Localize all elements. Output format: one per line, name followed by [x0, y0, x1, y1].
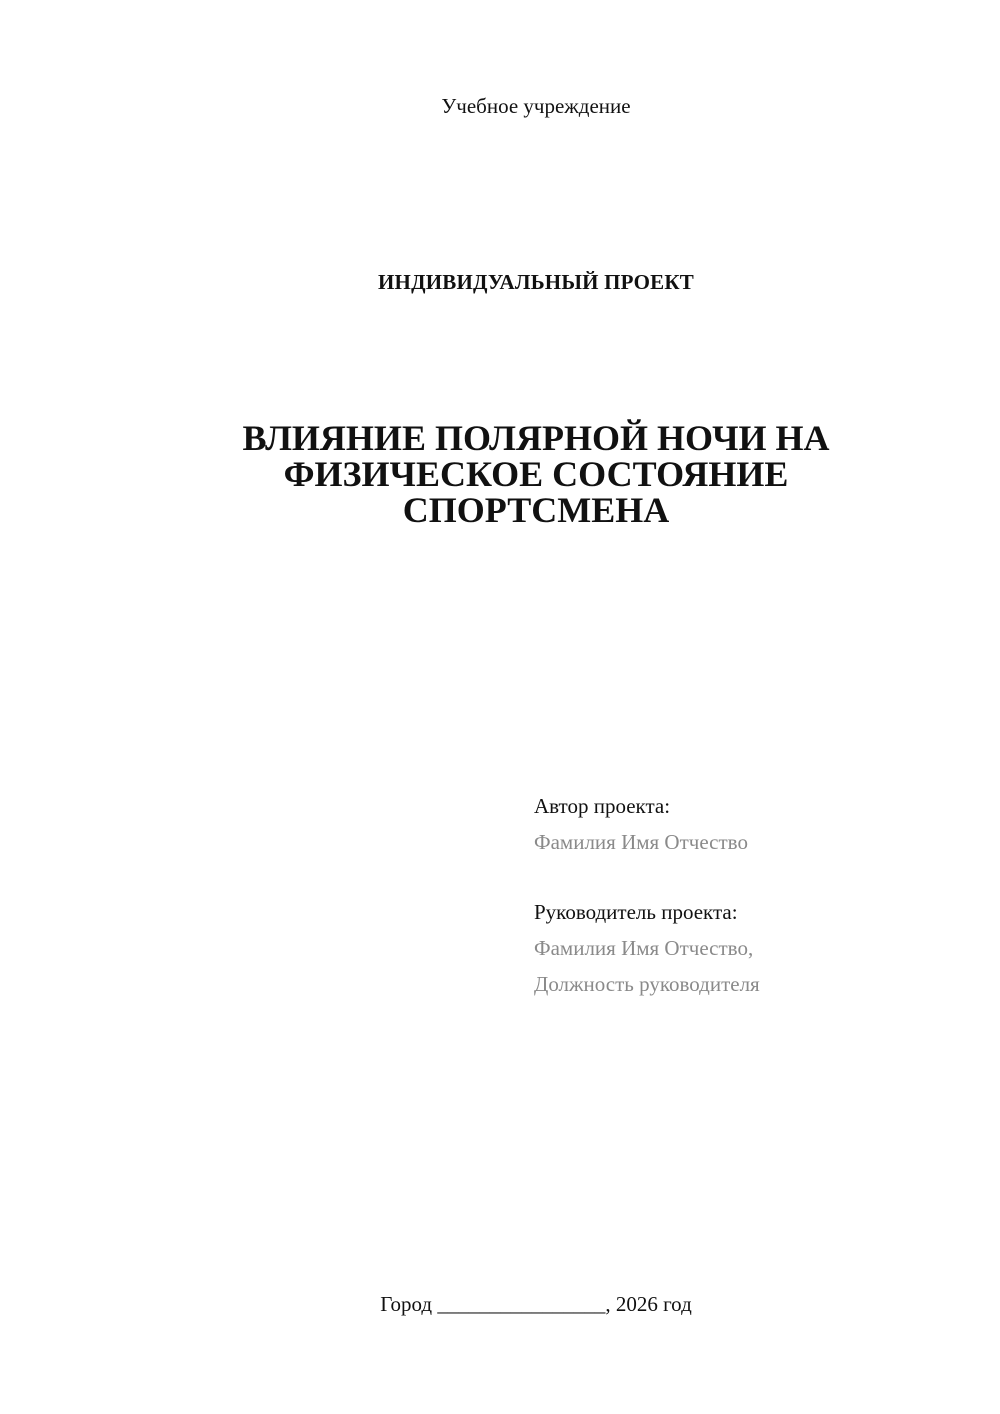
project-title-line: СПОРТСМЕНА [402, 490, 670, 530]
author-name: Фамилия Имя Отчество [534, 830, 748, 854]
document-type: ИНДИВИДУАЛЬНЫЙ ПРОЕКТ [378, 270, 694, 294]
project-title [200, 420, 872, 528]
author-label: Автор проекта: [534, 794, 671, 818]
supervisor-label: Руководитель проекта: [534, 900, 738, 924]
institution-name: Учебное учреждение [441, 94, 631, 118]
city-year-line: Город ________________, 2026 год [380, 1292, 692, 1316]
project-title-line: ВЛИЯНИЕ ПОЛЯРНОЙ НОЧИ НА [242, 418, 830, 458]
spacer [534, 860, 974, 894]
project-title-line: ФИЗИЧЕСКОЕ СОСТОЯНИЕ [283, 454, 789, 494]
supervisor-position: Должность руководителя [534, 972, 760, 996]
supervisor-name: Фамилия Имя Отчество, [534, 936, 754, 960]
credits-block [534, 788, 974, 1002]
